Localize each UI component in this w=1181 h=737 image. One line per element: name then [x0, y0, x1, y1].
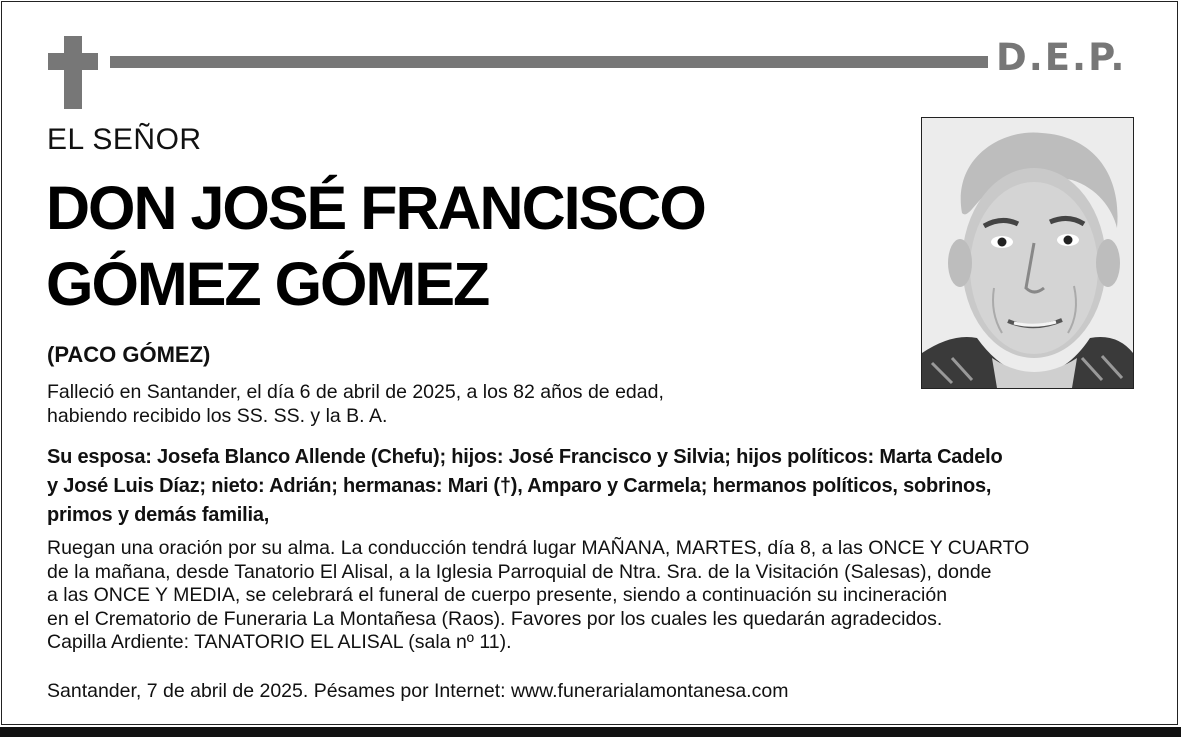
title-prefix: EL SEÑOR	[47, 123, 202, 156]
alias: (PACO GÓMEZ)	[47, 342, 211, 367]
ceremony-line: de la mañana, desde Tanatorio El Alisal, a la Iglesia Parroquial de Ntra. Sra. de la Visitación (Salesas), donde	[47, 560, 992, 583]
family-paragraph	[47, 443, 1107, 530]
death-line: Falleció en Santander, el día 6 de abril de 2025, a los 82 años de edad,	[47, 381, 664, 403]
ceremony-line: a las ONCE Y MEDIA, se celebrará el funeral de cuerpo presente, siendo a continuación su incineración	[47, 584, 948, 607]
ceremony-line: Capilla Ardiente: TANATORIO EL ALISAL (sala nº 11).	[47, 631, 512, 654]
death-line: habiendo recibido los SS. SS. y la B. A.	[47, 404, 388, 427]
cross-horizontal-bar	[48, 53, 98, 70]
deceased-name	[46, 170, 705, 322]
header-rule	[110, 56, 988, 68]
ceremony-paragraph	[47, 537, 1127, 655]
ceremony-line: Ruegan una oración por su alma. La conducción tendrá lugar MAÑANA, MARTES, día 8, a las ONCE Y CUARTO	[47, 537, 1030, 559]
name-line-1: DON JOSÉ FRANCISCO	[46, 174, 705, 242]
name-line-2: GÓMEZ GÓMEZ	[46, 250, 489, 318]
footer-line: Santander, 7 de abril de 2025. Pésames por Internet: www.funerarialamontanesa.com	[47, 680, 789, 702]
family-line: y José Luis Díaz; nieto: Adrián; hermanas: Mari (†), Amparo y Carmela; hermanos políticos, sobrinos,	[47, 475, 992, 497]
portrait-photo	[921, 117, 1134, 389]
cross-vertical-bar	[64, 36, 82, 109]
family-line: Su esposa: Josefa Blanco Allende (Chefu); hijos: José Francisco y Silvia; hijos políticos: Marta Cadelo	[47, 446, 1003, 468]
bottom-border-bar	[0, 727, 1181, 737]
family-line: primos y demás familia,	[47, 504, 270, 526]
dep-label: D.E.P.	[996, 36, 1127, 79]
death-paragraph	[47, 381, 747, 428]
portrait-illustration	[922, 118, 1133, 388]
ceremony-line: en el Crematorio de Funeraria La Montañesa (Raos). Favores por los cuales les quedarán agradecidos.	[47, 607, 943, 630]
